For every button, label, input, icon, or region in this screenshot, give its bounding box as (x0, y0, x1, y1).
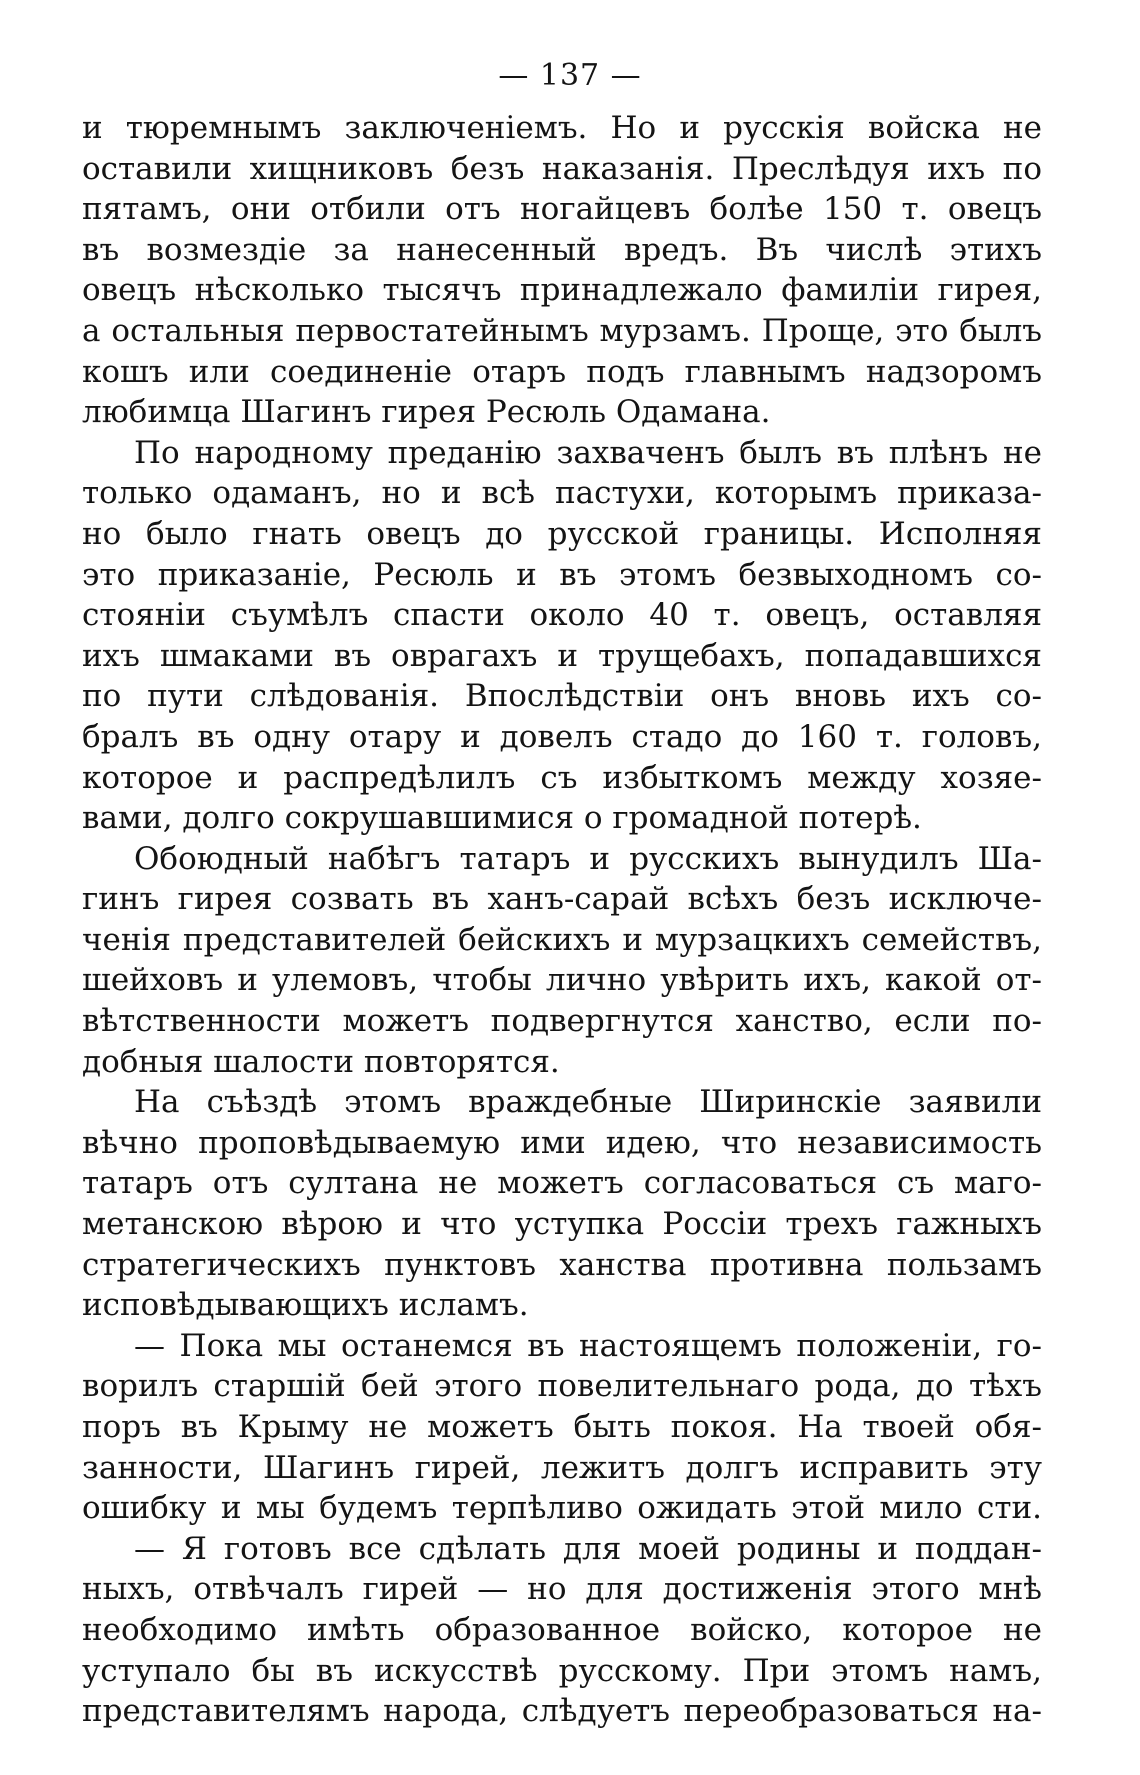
text-line: исповѣдывающихъ исламъ. (82, 1287, 529, 1324)
text-line: Обоюдный набѣгъ татаръ и русскихъ вынудилъ Ша- (134, 840, 1042, 877)
text-line: представителямъ народа, слѣдуетъ переобразоваться на- (82, 1693, 1042, 1730)
text-line: вѣтственности можетъ подвергнутся ханство, если по- (82, 1003, 1042, 1040)
text-line: которое и распредѣлилъ съ избыткомъ между хозяе- (82, 759, 1042, 796)
text-line: ошибку и мы будемъ терпѣливо ожидать этой мило сти. (82, 1490, 1042, 1527)
text-line: овецъ нѣсколько тысячъ принадлежало фамиліи гирея, (82, 272, 1042, 309)
text-line: это приказаніе, Ресюль и въ этомъ безвыходномъ со- (82, 556, 1042, 593)
text-line: гинъ гирея созвать въ ханъ-сарай всѣхъ безъ исключе- (82, 881, 1042, 918)
paragraph-3 (82, 839, 1042, 1083)
text-line: На съѣздѣ этомъ враждебные Ширинскіе заявили (134, 1084, 1042, 1121)
text-line: и тюремнымъ заключеніемъ. Но и русскія войска не (82, 110, 1042, 146)
text-line: ченія представителей бейскихъ и мурзацкихъ семействъ, (82, 921, 1042, 958)
text-line: шейховъ и улемовъ, чтобы лично увѣрить ихъ, какой от- (82, 962, 1042, 999)
body-text (82, 108, 1042, 1732)
text-line: необходимо имѣть образованное войско, которое не (82, 1611, 1042, 1648)
text-line: стояніи съумѣлъ спасти около 40 т. овецъ, оставляя (82, 597, 1042, 634)
text-line: ныхъ, отвѣчалъ гирей — но для достиженія этого мнѣ (82, 1571, 1042, 1608)
paragraph-6 (82, 1529, 1042, 1732)
text-line: вѣчно проповѣдываемую ими идею, что независимость (82, 1124, 1042, 1161)
paragraph-4 (82, 1082, 1042, 1326)
text-line: ихъ шмаками въ оврагахъ и трущебахъ, попадавшихся (82, 637, 1042, 674)
text-line: ворилъ старшій бей этого повелительнаго рода, до тѣхъ (82, 1368, 1042, 1405)
text-line: пятамъ, они отбили отъ ногайцевъ болѣе 150 т. овецъ (82, 191, 1042, 228)
text-line: добныя шалости повторятся. (82, 1043, 560, 1080)
text-line: По народному преданію захваченъ былъ въ плѣнъ не (134, 434, 1042, 471)
paragraph-2 (82, 433, 1042, 839)
text-line: только одаманъ, но и всѣ пастухи, которымъ приказа- (82, 475, 1042, 512)
text-line: метанскою вѣрою и что уступка Россіи трехъ гажныхъ (82, 1206, 1042, 1243)
text-line: любимца Шагинъ гирея Ресюль Одамана. (82, 394, 771, 431)
text-line: татаръ отъ султана не можетъ согласоваться съ маго- (82, 1165, 1042, 1202)
text-line: поръ въ Крыму не можетъ быть покоя. На твоей обя- (82, 1409, 1042, 1445)
text-line: а остальныя первостатейнымъ мурзамъ. Проще, это былъ (82, 312, 1042, 349)
text-line: — Я готовъ все сдѣлать для моей родины и поддан- (134, 1530, 1042, 1567)
text-line: кошъ или соединеніе отаръ подъ главнымъ надзоромъ (82, 353, 1042, 390)
text-line: оставили хищниковъ безъ наказанія. Преслѣдуя ихъ по (82, 150, 1042, 187)
text-line: въ возмездіе за нанесенный вредъ. Въ числѣ этихъ (82, 231, 1042, 268)
text-line: стратегическихъ пунктовъ ханства противна пользамъ (82, 1246, 1042, 1283)
text-line: — Пока мы останемся въ настоящемъ положеніи, го- (134, 1327, 1042, 1364)
paragraph-1 (82, 108, 1042, 433)
text-line: по пути слѣдованія. Впослѣдствіи онъ вновь ихъ со- (82, 678, 1042, 715)
text-line: бралъ въ одну отару и довелъ стадо до 160 т. головъ, (82, 718, 1042, 755)
page-number: — 137 — (498, 58, 642, 93)
text-line: но было гнать овецъ до русской границы. Исполняя (82, 515, 1042, 552)
text-line: занности, Шагинъ гирей, лежитъ долгъ исправить эту (82, 1449, 1042, 1486)
paragraph-5 (82, 1326, 1042, 1529)
text-line: уступало бы въ искусствѣ русскому. При этомъ намъ, (82, 1652, 1042, 1689)
text-line: вами, долго сокрушавшимися о громадной потерѣ. (82, 800, 922, 837)
